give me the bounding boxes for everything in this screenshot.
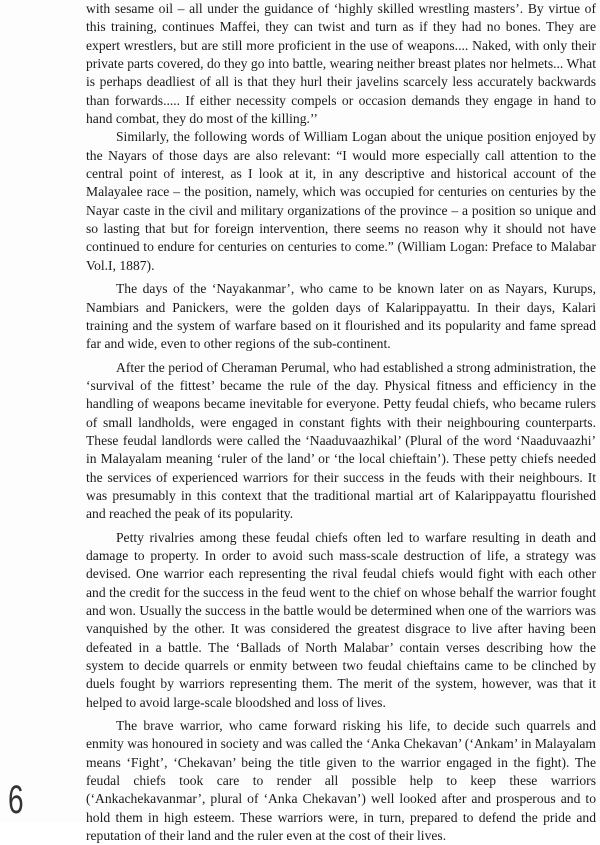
body-text bbox=[86, 0, 596, 845]
paragraph-4: After the period of Cheraman Perumal, who had established a strong administration, the ‘survival of the fittest’ became the rule of the day. Physical fitness and efficiency in the handling of weapons became inevitable for everyone. Petty feudal chiefs, who became rulers of small landholds, were engaged in constant fights with their neighbouring counterparts. These feudal landlords were called the ‘Naaduvaazhikal’ (Plural of the word ‘Naaduvaazhi’ in Malayalam meaning ‘ruler of the land’ or ‘the local chieftain’). These petty chiefs needed the services of experienced warriors for their success in the feuds with their neighbours. It was presumably in this context that the traditional martial art of Kalarippayattu flourished and reached the peak of its popularity. bbox=[86, 359, 596, 522]
page-number: 6 bbox=[8, 778, 24, 822]
paragraph-1: with sesame oil – all under the guidance of ‘highly skilled wrestling masters’. By virtue of this training, continues Maffei, they can twist and turn as if they had no bones. They are expert wrestlers, but are still more proficient in the use of weapons.... Naked, with only their private parts covered, do they go into battle, wearing neither breast plates nor helmets... What is perhaps deadliest of all is that they hurl their javelins scarcely less accurately backwards than forwards..... If either necessity compels or occasion demands they engage in hand to hand combat, they do most of the killing.’’ bbox=[86, 1, 596, 127]
paragraph-2: Similarly, the following words of William Logan about the unique position enjoyed by the Nayars of those days are also relevant: “I would more especially call attention to the central point of interest, as I look at it, in any descriptive and historical account of the Malayalee race – the position, namely, which was occupied for centuries on centuries by the Nayar caste in the civil and military organizations of the province – a position so unique and so lasting that but for foreign intervention, there seems no reason why it should not have continued to endure for centuries on centuries to come.” (William Logan: Preface to Malabar Vol.I, 1887). bbox=[86, 129, 596, 273]
paragraph-3: The days of the ‘Nayakanmar’, who came to be known later on as Nayars, Kurups, Nambiars and Panickers, were the golden days of Kalarippayattu. In their days, Kalari training and the system of warfare based on it flourished and its popularity and fame spread far and wide, even to other regions of the sub-continent. bbox=[86, 281, 596, 352]
paragraph-5: Petty rivalries among these feudal chiefs often led to warfare resulting in death and damage to property. In order to avoid such mass-scale destruction of life, a strategy was devised. One warrior each representing the rival feudal chiefs would fight with each other and the credit for the success in the feud went to the chief on whose behalf the warrior fought and won. Usually the success in the battle would be determined when one of the warriors was vanquished by the other. It was considered the greatest disgrace to live after having been defeated in a battle. The ‘Ballads of North Malabar’ contain verses describing how the system to decide quarrels or enmity between two feudal chieftains came to be clinched by duels fought by warriors representing them. The merit of the system, however, was that it helped to avoid large-scale bloodshed and loss of lives. bbox=[86, 529, 596, 710]
paragraph-6: The brave warrior, who came forward risking his life, to decide such quarrels and enmity was honoured in society and was called the ‘Anka Chekavan’ (‘Ankam’ in Malayalam means ‘Fight’, ‘Chekavan’ being the title given to the warrior engaged in the fight). The feudal chiefs took care to render all possible help to keep these warriors (‘Ankachekavanmar’, plural of ‘Anka Chekavan’) well looked after and prosperous and to hold them in high esteem. These warriors were, in turn, prepared to defend the pride and reputation of their land and the ruler even at the cost of their lives. bbox=[86, 718, 596, 844]
